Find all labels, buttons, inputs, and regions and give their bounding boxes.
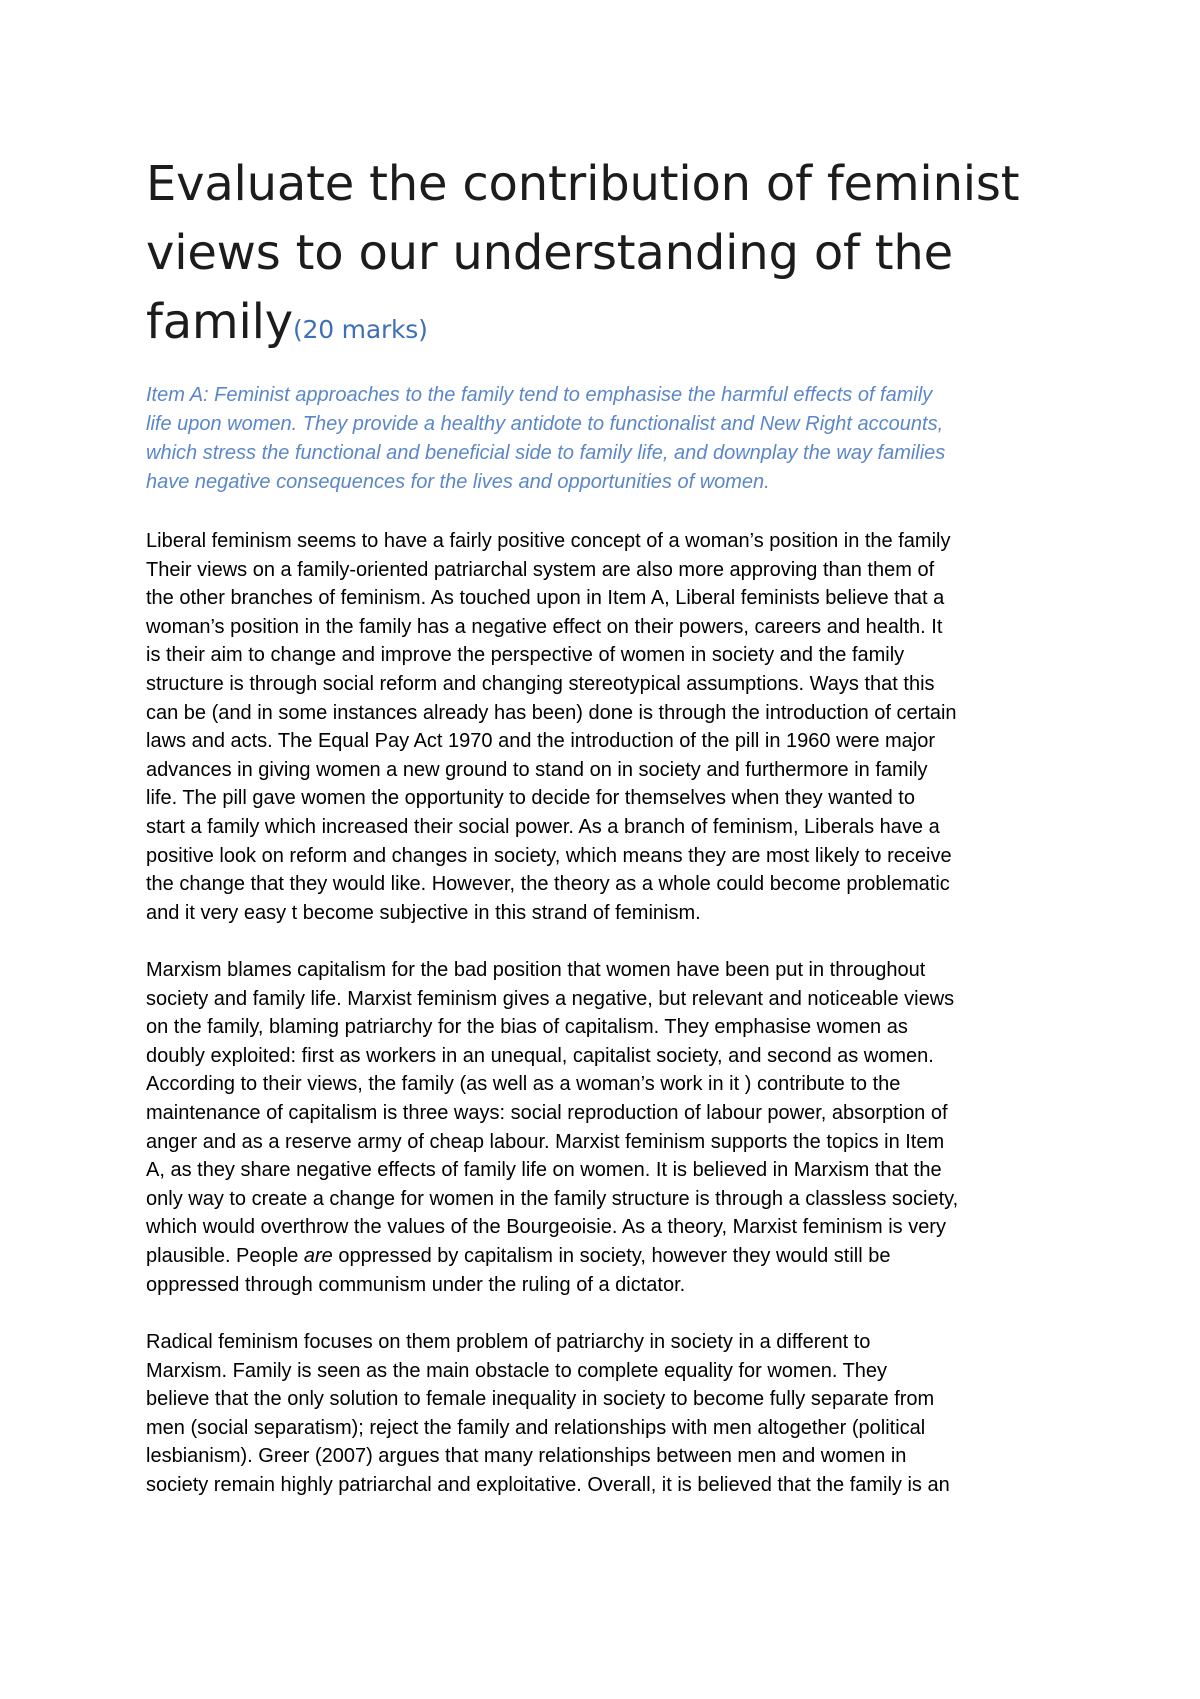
title-line-2: views to our understanding of the: [146, 225, 953, 281]
paragraph-line-with-emphasis: [146, 1242, 1066, 1271]
paragraph-line: men (social separatism); reject the family and relationships with men altogether (political: [146, 1416, 926, 1439]
paragraph-line: can be (and in some instances already has been) done is through the introduction of certain: [146, 701, 957, 724]
paragraph-line: is their aim to change and improve the perspective of women in society and the family: [146, 644, 905, 667]
paragraph-line: and it very easy t become subjective in this strand of feminism.: [146, 901, 701, 924]
paragraph-line: life. The pill gave women the opportunity to decide for themselves when they wanted to: [146, 787, 915, 810]
line-text: plausible. People: [146, 1244, 304, 1267]
paragraph-line: lesbianism). Greer (2007) argues that many relationships between men and women in: [146, 1445, 907, 1468]
title-line-1: Evaluate the contribution of feminist: [146, 156, 1020, 212]
paragraph-line: the change that they would like. However, the theory as a whole could become problematic: [146, 873, 950, 896]
paragraph-line: society and family life. Marxist feminism gives a negative, but relevant and noticeable views: [146, 987, 955, 1010]
paragraph-line: advances in giving women a new ground to stand on in society and furthermore in family: [146, 758, 928, 781]
paragraph-line: laws and acts. The Equal Pay Act 1970 and the introduction of the pill in 1960 were major: [146, 730, 936, 753]
paragraph-line: According to their views, the family (as well as a woman’s work in it ) contribute to the: [146, 1073, 901, 1096]
paragraph-line: anger and as a reserve army of cheap labour. Marxist feminism supports the topics in Item: [146, 1130, 945, 1153]
title-line-3-text: family: [146, 294, 293, 350]
paragraph-line: structure is through social reform and changing stereotypical assumptions. Ways that this: [146, 672, 935, 695]
paragraph-line: only way to create a change for women in the family structure is through a classless society,: [146, 1187, 959, 1210]
paragraph-line: Marxism blames capitalism for the bad position that women have been put in throughout: [146, 959, 926, 981]
paragraph-line: on the family, blaming patriarchy for the bias of capitalism. They emphasise women as: [146, 1016, 908, 1039]
paragraph-line: woman’s position in the family has a negative effect on their powers, careers and health. It: [146, 615, 943, 638]
paragraph-line: positive look on reform and changes in society, which means they are most likely to receive: [146, 844, 952, 867]
paragraph-line: Marxism. Family is seen as the main obstacle to complete equality for women. They: [146, 1359, 888, 1382]
paragraph-liberal-feminism: [146, 527, 1066, 927]
marks-label: (20 marks): [292, 315, 428, 344]
paragraph-line: maintenance of capitalism is three ways: social reproduction of labour power, absorption of: [146, 1101, 948, 1124]
title-line-3: [146, 288, 1066, 364]
paragraph-line: doubly exploited: first as workers in an unequal, capitalist society, and second as women.: [146, 1044, 934, 1067]
paragraph-line: Radical feminism focuses on them problem of patriarchy in society in a different to: [146, 1331, 871, 1353]
paragraph-line: which would overthrow the values of the Bourgeoisie. As a theory, Marxist feminism is very: [146, 1216, 946, 1239]
paragraph-radical-feminism: [146, 1328, 1066, 1500]
paragraph-line: start a family which increased their social power. As a branch of feminism, Liberals have a: [146, 815, 940, 838]
line-text: oppressed by capitalism in society, however they would still be: [332, 1244, 891, 1267]
paragraph-line: Liberal feminism seems to have a fairly positive concept of a woman’s position in the family: [146, 530, 951, 552]
paragraph-line: Their views on a family-oriented patriarchal system are also more approving than them of: [146, 558, 935, 581]
item-a-line: which stress the functional and beneficial side to family life, and downplay the way families: [146, 442, 946, 464]
paragraph-line: believe that the only solution to female inequality in society to become fully separate from: [146, 1388, 935, 1411]
paragraph-line: society remain highly patriarchal and exploitative. Overall, it is believed that the family is an: [146, 1473, 950, 1496]
paragraph-marxist-feminism: [146, 956, 1066, 1299]
item-a-line: have negative consequences for the lives and opportunities of women.: [146, 471, 770, 493]
item-a-quote: [146, 381, 1066, 497]
emphasis-word: are: [303, 1244, 333, 1267]
paragraph-line: A, as they share negative effects of family life on women. It is believed in Marxism that the: [146, 1159, 942, 1182]
paragraph-line: oppressed through communism under the ruling of a dictator.: [146, 1273, 686, 1296]
item-a-line: life upon women. They provide a healthy antidote to functionalist and New Right accounts,: [146, 413, 944, 435]
document-title: [146, 150, 1066, 364]
item-a-line: Item A: Feminist approaches to the family tend to emphasise the harmful effects of family: [146, 384, 933, 406]
paragraph-line: the other branches of feminism. As touched upon in Item A, Liberal feminists believe that a: [146, 587, 945, 610]
